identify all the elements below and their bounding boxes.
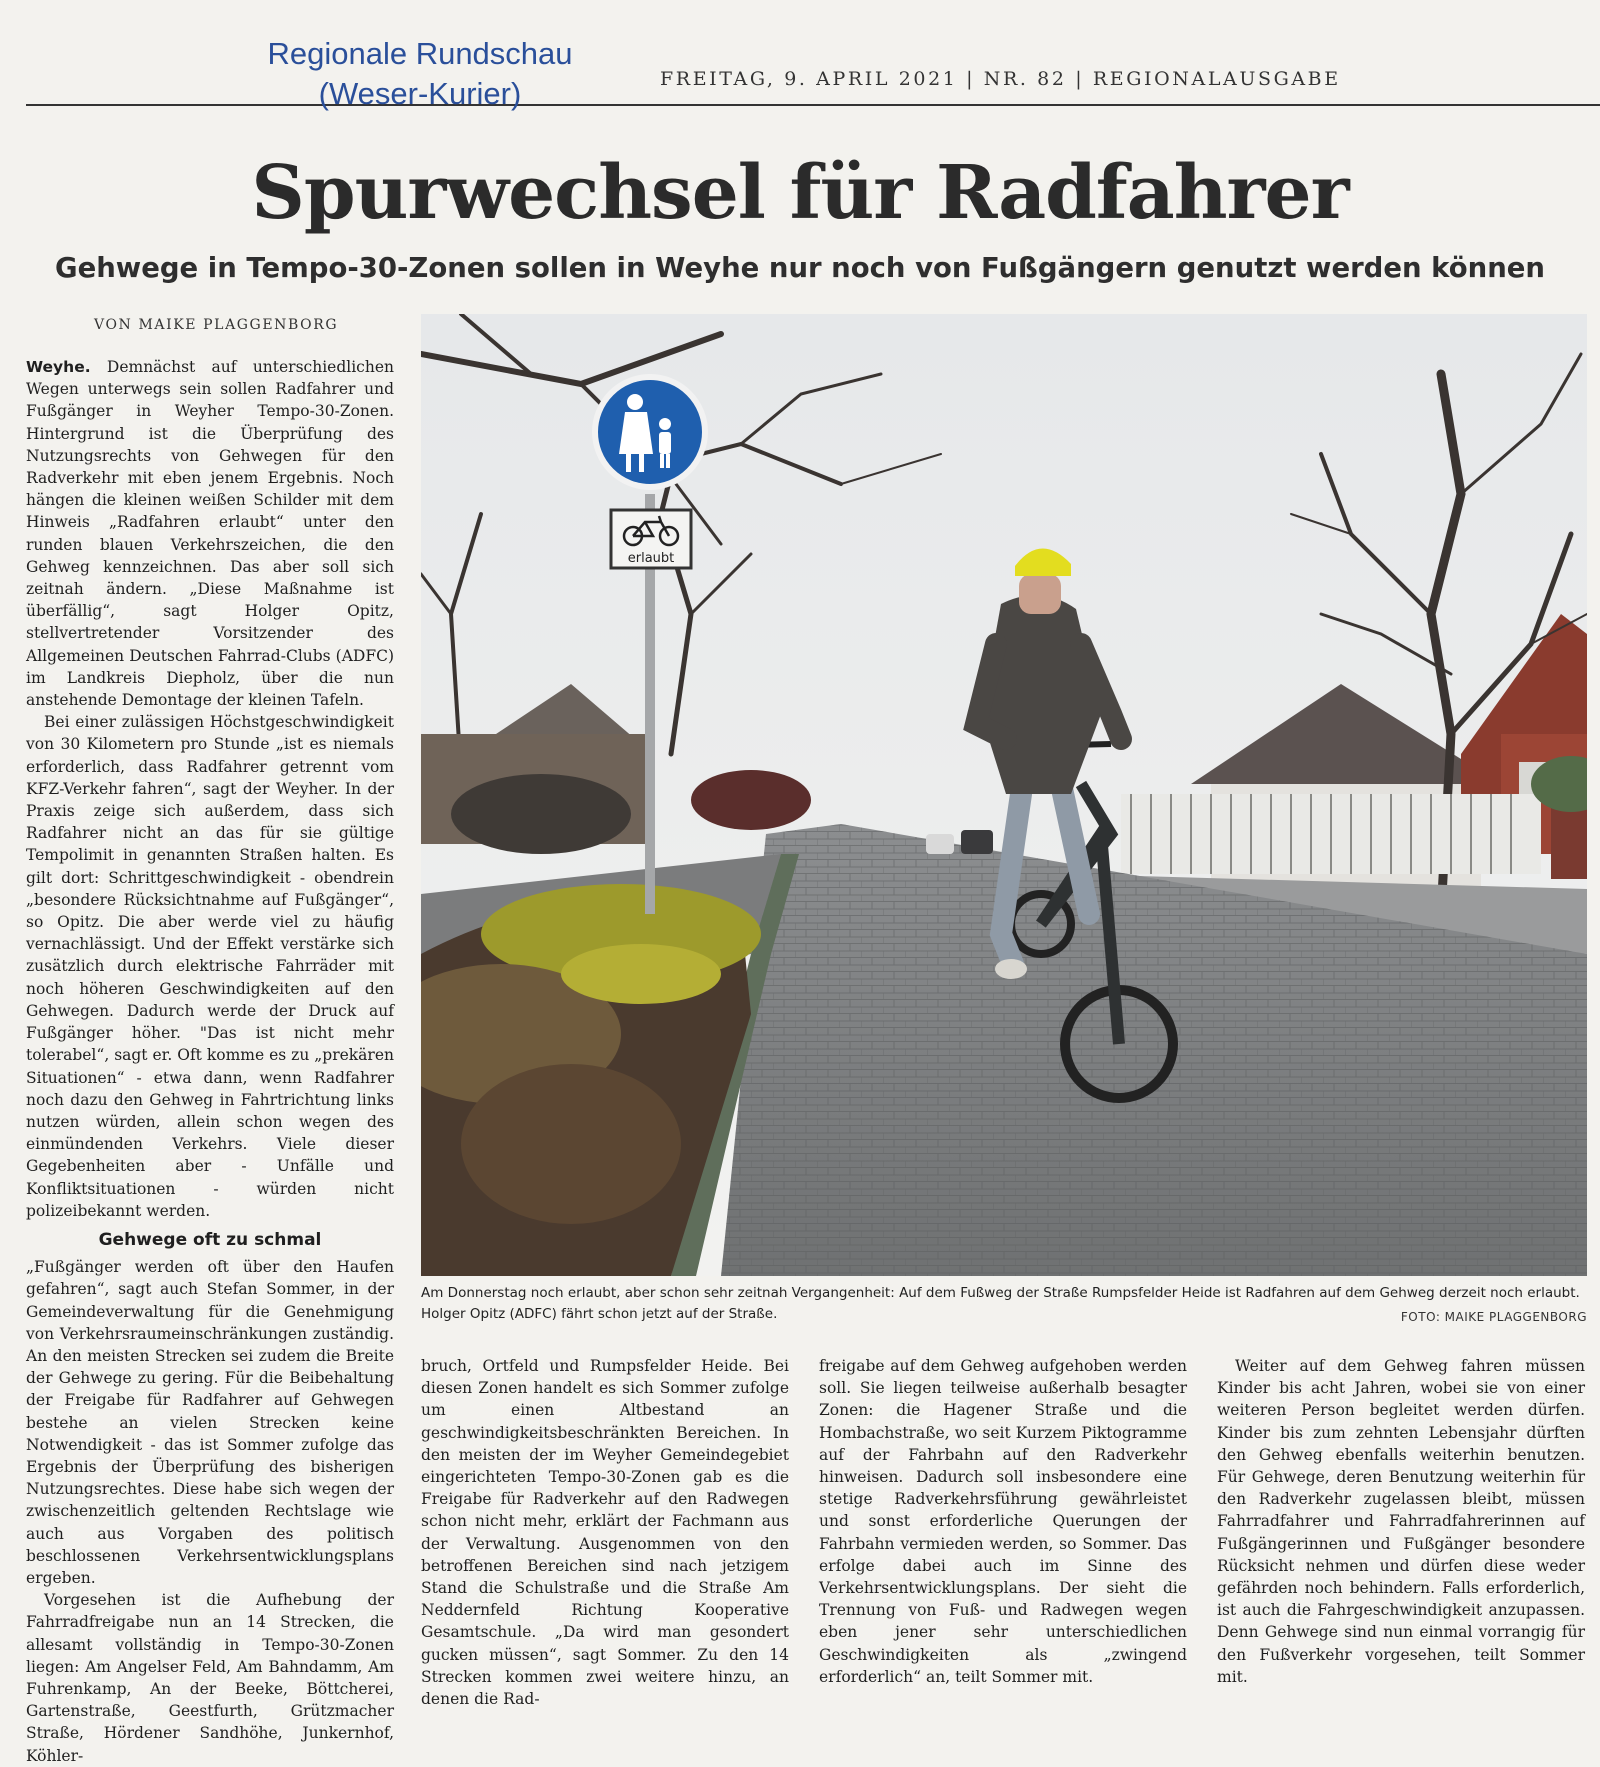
paragraph: freigabe auf dem Gehweg aufgehoben werden soll. Sie liegen teilweise außerhalb besagter Zonen: die Hagener Straße und die Hombachstraße, wo seit Kurzem Piktogramme auf der Fahrbahn auf den Radverkehr hinweisen. Dadurch soll insbesondere eine stetige Radverkehrsführung gewährleistet und sonst erforderliche Querungen der Fahrbahn vermieden werden, so Sommer. Das erfolge dabei auch im Sinne des Verkehrsentwicklungsplans. Der sieht die Trennung von Fuß- und Radwegen wegen eben jener sehr unterschiedlichen Geschwindigkeiten als „zwingend erforderlich“ an, teilt Sommer mit. — [819, 1357, 1187, 1686]
article-column-1 — [26, 356, 394, 1767]
subheadline: Gehwege in Tempo-30-Zonen sollen in Weyhe nur noch von Fußgängern genutzt werden können — [55, 252, 1545, 284]
paragraph: Vorgesehen ist die Aufhebung der Fahrradfreigabe nun an 14 Strecken, die allesamt vollständig in Tempo-30-Zonen liegen: Am Angelser Feld, Am Bahndamm, Am Fuhrenkamp, An der Beeke, Böttcherei, Gartenstraße, Geestfurth, Grützmacher Straße, Hördener Sandhöhe, Junkernhof, Köhler- — [26, 1591, 394, 1765]
byline: VON MAIKE PLAGGENBORG — [94, 317, 339, 333]
dateline: FREITAG, 9. APRIL 2021 | NR. 82 | REGIONALAUSGABE — [660, 68, 1341, 90]
paragraph-text: Demnächst auf unterschiedlichen Wegen unterwegs sein sollen Radfahrer und Fußgänger in Weyher Tempo-30-Zonen. Hintergrund ist die Überprüfung des Nutzungsrechts von Gehwegen für den Radverkehr mit eben jenem Ergebnis. Noch hängen die kleinen weißen Schilder mit dem Hinweis „Radfahren erlaubt“ unter den runden blauen Verkehrszeichen, die den Gehweg kennzeichnen. Das aber soll sich zeitnah ändern. „Diese Maßnahme ist überfällig“, sagt Holger Opitz, stellvertretender Vorsitzender des Allgemeinen Deutschen Fahrrad-Clubs (ADFC) im Landkreis Diepholz, über die nun anstehende Demontage der kleinen Tafeln. — [26, 358, 394, 710]
headline: Spurwechsel für Radfahrer — [251, 150, 1349, 236]
paragraph: Bei einer zulässigen Höchstgeschwindigkeit von 30 Kilometern pro Stunde „ist es niemals erforderlich, dass Radfahrer getrennt vom KFZ-Verkehr fahren“, sagt der Weyher. In der Praxis zeige sich außerdem, dass sich Radfahrer nicht an das für sie gültige Tempolimit in genannten Straßen halten. Es gilt dort: Schrittgeschwindigkeit - obendrein „besondere Rücksichtnahme auf Fußgänger“, so Opitz. Die aber werde viel zu häufig vernachlässigt. Und der Effekt verstärke sich zusätzlich durch elektrische Fahrräder mit noch höheren Geschwindigkeiten auf den Gehwegen. Dadurch werde der Druck auf Fußgänger höher. "Das ist nicht mehr tolerabel“, sagt er. Oft komme es zu „prekären Situationen“ - etwa dann, wenn Radfahrer noch dazu den Gehweg in Fahrtrichtung links nutzen würden, allein schon wegen des einmündenden Verkehrs. Viele dieser Gegebenheiten aber - Unfälle und Konfliktsituationen - würden nicht polizeibekannt werden. — [26, 713, 394, 1220]
source-line-2: (Weser-Kurier) — [318, 76, 522, 111]
paragraph: „Fußgänger werden oft über den Haufen gefahren“, sagt auch Stefan Sommer, in der Gemeindeverwaltung für die Genehmigung von Verkehrsraumeinschränkungen zuständig. An den meisten Strecken sei zudem die Breite der Gehwege zu gering. Für die Beibehaltung der Freigabe für Radfahrer auf Gehwegen bestehe an vielen Strecken keine Notwendigkeit - das ist Sommer zufolge das Ergebnis der Überprüfung des bisherigen Nutzungsrechtes. Diese habe sich wegen der zwischenzeitlich geltenden Rechtslage wie auch aus Vorgaben des politisch beschlossenen Verkehrsentwicklungsplans ergeben. — [26, 1258, 394, 1587]
dateline-location: Weyhe. — [26, 358, 91, 376]
article-photo — [421, 314, 1587, 1276]
paragraph — [26, 356, 394, 711]
source-label — [240, 34, 600, 114]
source-line-1: Regionale Rundschau — [267, 36, 573, 71]
article-column-3 — [819, 1355, 1187, 1688]
photo-caption: Am Donnerstag noch erlaubt, aber schon sehr zeitnah Vergangenheit: Auf dem Fußweg der Straße Rumpsfelder Heide ist Radfahren auf dem Gehweg derzeit noch erlaubt. Holger Opitz (ADFC) fährt schon jetzt auf der Straße. — [421, 1285, 1580, 1322]
article-column-2 — [421, 1355, 789, 1710]
paragraph: Weiter auf dem Gehweg fahren müssen Kinder bis acht Jahren, wobei sie von einer weiteren Person begleitet werden dürfen. Kinder bis zum zehnten Lebensjahr dürften den Gehweg ebenfalls weiterhin benutzen. Für Gehwege, deren Benutzung weiterhin für den Radverkehr zugelassen bleibt, müssen Fahrradfahrer und Fahrradfahrerinnen auf Fußgängerinnen und Fußgänger besondere Rücksicht nehmen und dürfen diese weder gefährden noch behindern. Falls erforderlich, ist auch die Fahrgeschwindigkeit anzupassen. Denn Gehwege sind nun einmal vorrangig für den Fußverkehr vorgesehen, teilt Sommer mit. — [1217, 1357, 1585, 1686]
article-column-4 — [1217, 1355, 1585, 1688]
paragraph: bruch, Ortfeld und Rumpsfelder Heide. Bei diesen Zonen handelt es sich Sommer zufolge um einen Altbestand an geschwindigkeitsbeschränkten Bereichen. In den meisten der im Weyher Gemeindegebiet eingerichteten Tempo-30-Zonen gab es die Freigabe für Radverkehr auf den Radwegen schon nicht mehr, erklärt der Fachmann aus der Verwaltung. Ausgenommen von den betroffenen Bereichen sind nach jetzigem Stand die Schulstraße und die Straße Am Neddernfeld Richtung Kooperative Gesamtschule. „Da wird man gesondert gucken müssen“, sagt Sommer. Zu den 14 Strecken kommen zwei weitere hinzu, an denen die Rad- — [421, 1357, 789, 1709]
photo-credit: FOTO: MAIKE PLAGGENBORG — [1400, 1310, 1587, 1324]
section-subhead: Gehwege oft zu schmal — [98, 1229, 322, 1250]
sign-label: erlaubt — [627, 551, 675, 566]
